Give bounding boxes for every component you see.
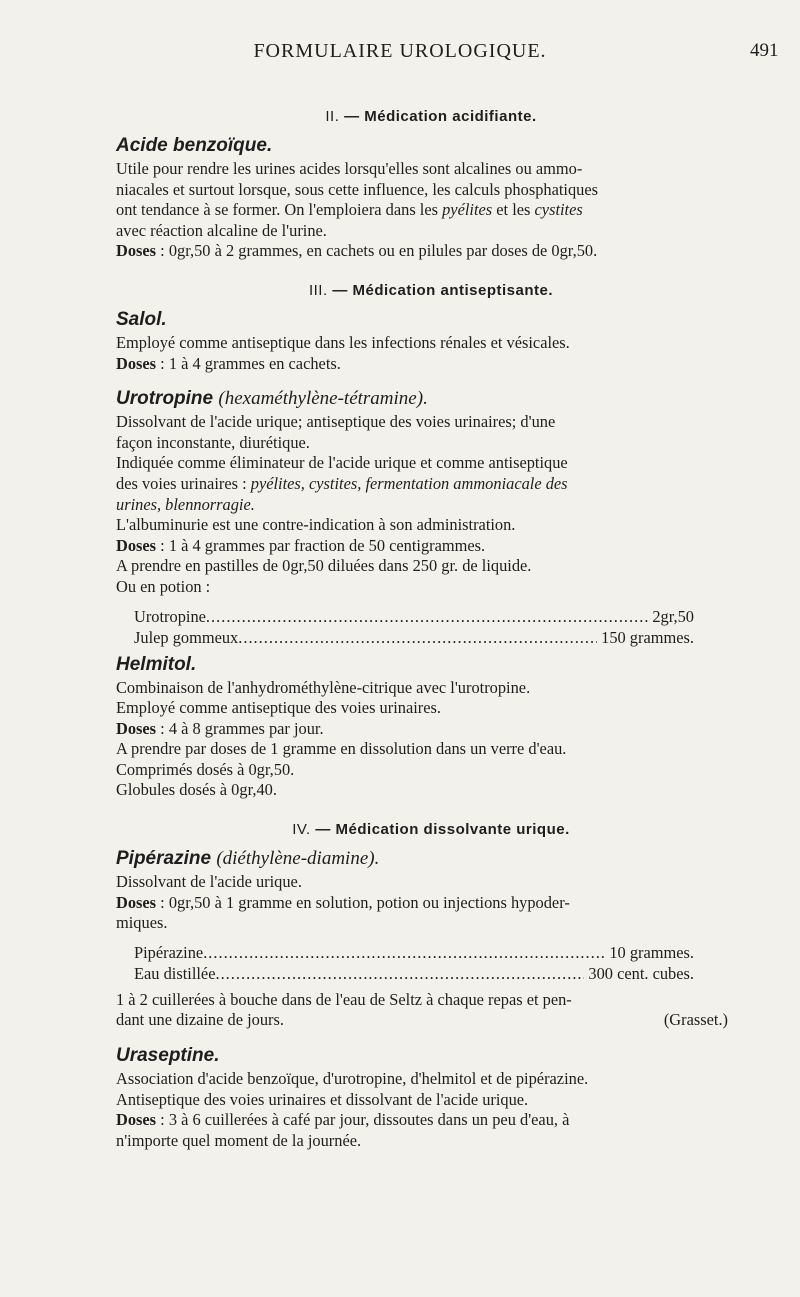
section-roman: III. (308, 281, 328, 299)
doses-line: Doses : 4 à 8 grammes par jour. (116, 718, 324, 738)
paragraph-line: des voies urinaires : pyélites, cystites, fermentation ammoniacale des (116, 473, 568, 493)
section-heading-iv (116, 821, 746, 838)
section-roman: IV. (292, 821, 311, 839)
formula-row: Eau distillée ..... 300 cent. cubes. (116, 963, 694, 984)
paragraph-line: avec réaction alcaline de l'urine. (116, 220, 327, 240)
section-title: — Médication dissolvante urique. (315, 821, 570, 839)
drug-name-acide-benzoique: Acide benzoïque. (116, 135, 273, 156)
paragraph-line: Comprimés dosés à 0gr,50. (116, 759, 295, 779)
drug-name-uraseptine: Uraseptine. (116, 1045, 220, 1067)
paragraph-line: Association d'acide benzoïque, d'urotropine, d'helmitol et de pipérazine. (116, 1069, 589, 1089)
doses-line: Doses : 1 à 4 grammes par fraction de 50 centigrammes. (116, 535, 486, 555)
section-roman: II. (325, 108, 340, 125)
drug-name-salol: Salol. (116, 308, 167, 330)
doses-line: Doses : 1 à 4 grammes en cachets. (116, 353, 341, 373)
paragraph-line: n'importe quel moment de la journée. (116, 1130, 362, 1150)
doses-line: Doses : 0gr,50 à 1 gramme en solution, potion ou injections hypoder- (116, 892, 570, 912)
paragraph-line: Indiquée comme éliminateur de l'acide urique et comme antiseptique (116, 453, 568, 473)
drug-name-helmitol: Helmitol. (116, 653, 197, 675)
paragraph-line: dant une dizaine de jours. (Grasset.) (116, 1010, 746, 1031)
drug-name-piperazine: Pipérazine (diéthylène-diamine). (116, 848, 380, 870)
drug-name-urotropine: Urotropine (hexaméthylène-tétramine). (116, 388, 428, 410)
section-title: — Médication acidifiante. (344, 108, 537, 125)
formula-row: Urotropine ..... 2gr,50 (116, 606, 694, 627)
paragraph-line: A prendre en pastilles de 0gr,50 diluées dans 250 gr. de liquide. (116, 556, 532, 576)
paragraph-line: façon inconstante, diurétique. (116, 432, 310, 452)
running-head: FORMULAIRE UROLOGIQUE. (253, 40, 547, 62)
paragraph-line: Utile pour rendre les urines acides lorsqu'elles sont alcalines ou ammo- (116, 159, 583, 178)
paragraph-line: 1 à 2 cuillerées à bouche dans de l'eau de Seltz à chaque repas et pen- (116, 989, 572, 1009)
page-number: 491 (750, 40, 779, 61)
paragraph-line: Dissolvant de l'acide urique. (116, 872, 302, 892)
formula-row: Julep gommeux ..... 150 grammes. (116, 627, 694, 648)
doses-line: Doses : 3 à 6 cuillerées à café par jour, dissoutes dans un peu d'eau, à (116, 1110, 570, 1130)
paragraph-line: Dissolvant de l'acide urique; antiseptique des voies urinaires; d'une (116, 412, 556, 432)
citation: (Grasset.) (663, 1010, 728, 1030)
paragraph-line: A prendre par doses de 1 gramme en dissolution dans un verre d'eau. (116, 739, 567, 759)
formula-urotropine (116, 606, 746, 648)
section-heading-ii (116, 108, 746, 125)
paragraph-line: Employé comme antiseptique des voies urinaires. (116, 698, 441, 718)
paragraph-line: Antiseptique des voies urinaires et dissolvant de l'acide urique. (116, 1089, 529, 1109)
paragraph-line: urines, blennorragie. (116, 494, 255, 514)
paragraph-line: Globules dosés à 0gr,40. (116, 780, 277, 800)
paragraph-line: Ou en potion : (116, 576, 211, 596)
formula-row: Pipérazine ..... 10 grammes. (116, 942, 694, 963)
paragraph-line: Combinaison de l'anhydrométhylène-citrique avec l'urotropine. (116, 677, 531, 697)
formula-piperazine (116, 942, 746, 984)
paragraph-line: miques. (116, 913, 168, 933)
doses-line: Doses : 0gr,50 à 2 grammes, en cachets ou en pilules par doses de 0gr,50. (116, 241, 598, 261)
paragraph-line: Employé comme antiseptique dans les infections rénales et vésicales. (116, 332, 570, 352)
page-content (116, 108, 746, 1151)
section-heading-iii (116, 282, 746, 299)
paragraph-line: L'albuminurie est une contre-indication à son administration. (116, 515, 516, 535)
section-title: — Médication antiseptisante. (332, 281, 554, 299)
paragraph-line: ont tendance à se former. On l'emploiera dans les pyélites et les cystites (116, 200, 583, 220)
paragraph-line: niacales et surtout lorsque, sous cette influence, les calculs phosphatiques (116, 179, 599, 199)
